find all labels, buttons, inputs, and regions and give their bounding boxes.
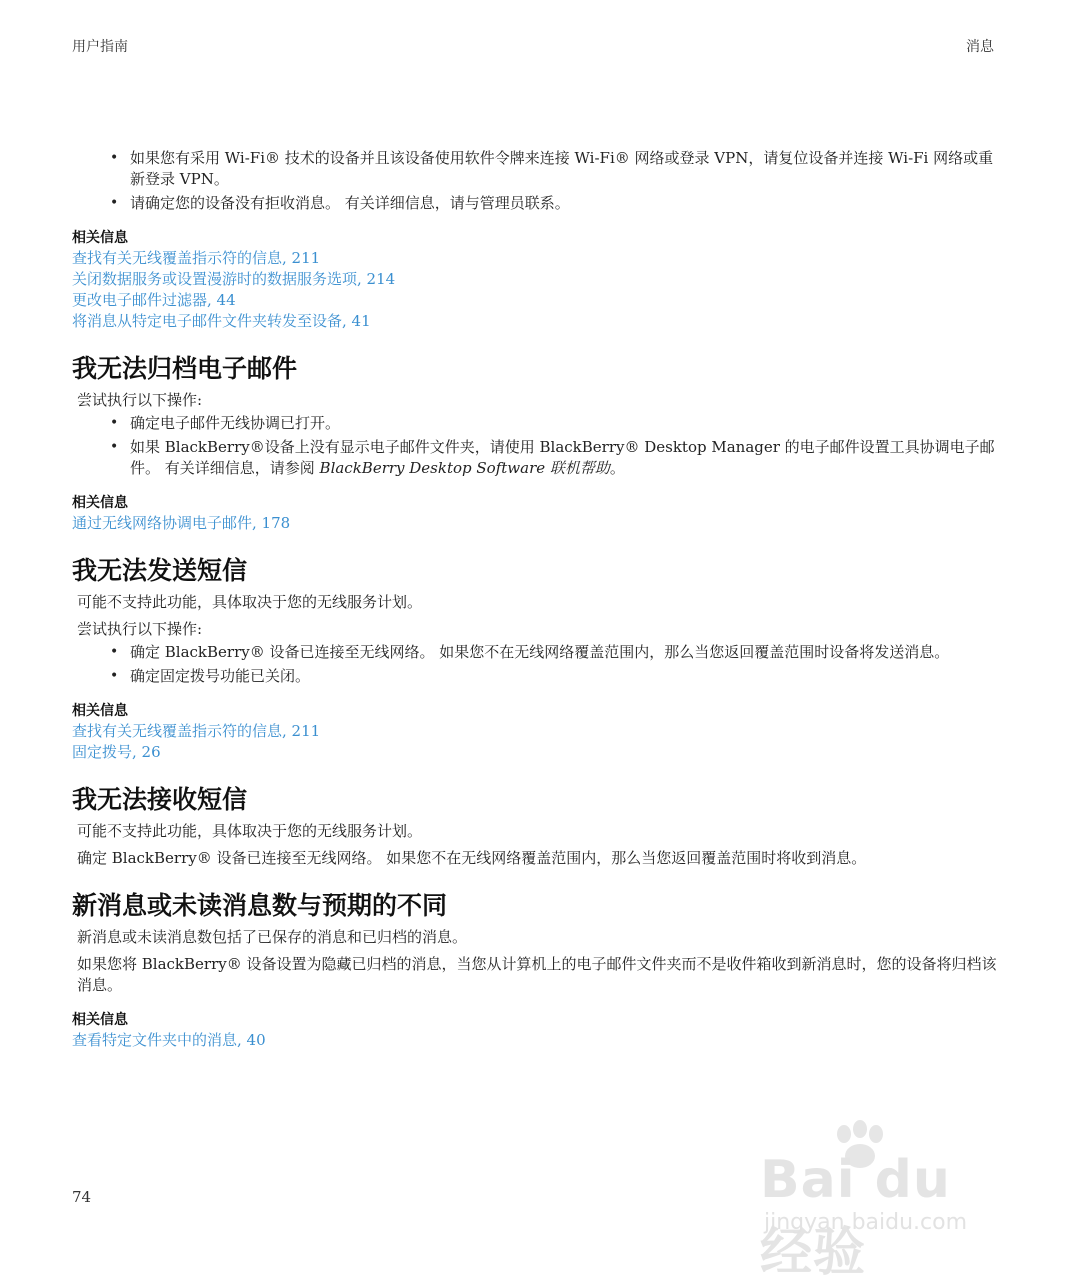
list-item-text: 如果 BlackBerry®设备上没有显示电子邮件文件夹，请使用 BlackBerry® Desktop Manager 的电子邮件设置工具协调电子邮件。 有关详细信息，请参阅 [130, 438, 995, 477]
related-info-heading: 相关信息 [72, 495, 128, 511]
related-link[interactable]: 查看特定文件夹中的消息, 40 [72, 1031, 266, 1049]
bullet-list [72, 642, 1002, 687]
bullet-list [72, 413, 1002, 479]
related-link[interactable]: 将消息从特定电子邮件文件夹转发至设备, 41 [72, 312, 371, 330]
section-intro: 尝试执行以下操作: [77, 391, 203, 409]
section-cannot-archive [72, 352, 1002, 534]
section-paragraph: 新消息或未读消息数包括了已保存的消息和已归档的消息。 [77, 928, 468, 946]
related-link[interactable]: 更改电子邮件过滤器, 44 [72, 291, 236, 309]
section-cannot-receive-sms [72, 783, 1002, 869]
section-paragraph: 可能不支持此功能，具体取决于您的无线服务计划。 [77, 593, 423, 611]
related-info-heading: 相关信息 [72, 230, 128, 246]
page-content [72, 148, 1002, 1051]
header-guide-title: 用户指南 [72, 39, 128, 55]
list-item-text-end: 。 [609, 459, 625, 477]
section-cannot-send-sms [72, 554, 1002, 763]
list-item: • 确定 BlackBerry® 设备已连接至无线网络。 如果您不在无线网络覆盖范围内，那么当您返回覆盖范围时设备将发送消息。 [72, 642, 1002, 663]
section-title: 我无法接收短信 [72, 785, 248, 814]
section-title: 我无法发送短信 [72, 556, 248, 585]
related-link[interactable]: 关闭数据服务或设置漫游时的数据服务选项, 214 [72, 270, 396, 288]
top-bullet-list [72, 148, 1002, 214]
list-item: • 确定固定拨号功能已关闭。 [72, 666, 1002, 687]
watermark-url: jingyan.baidu.com [764, 1210, 968, 1235]
related-link[interactable]: 查找有关无线覆盖指示符的信息, 211 [72, 249, 321, 267]
header-section-title: 消息 [966, 39, 994, 55]
watermark-logo-text: Bai du 经验 [760, 1150, 951, 1283]
section-title: 新消息或未读消息数与预期的不同 [72, 891, 448, 920]
related-link[interactable]: 固定拨号, 26 [72, 743, 161, 761]
related-link[interactable]: 查找有关无线覆盖指示符的信息, 211 [72, 722, 321, 740]
baidu-watermark [760, 1120, 1010, 1283]
list-item: • 确定电子邮件无线协调已打开。 [72, 413, 1002, 434]
section-message-count [72, 889, 1002, 1051]
section-intro: 尝试执行以下操作: [77, 620, 203, 638]
related-link[interactable]: 通过无线网络协调电子邮件, 178 [72, 514, 291, 532]
list-item: • 如果您有采用 Wi-Fi® 技术的设备并且该设备使用软件令牌来连接 Wi-Fi® 网络或登录 VPN，请复位设备并连接 Wi-Fi 网络或重新登录 VPN。 [72, 148, 1002, 190]
section-paragraph: 可能不支持此功能，具体取决于您的无线服务计划。 [77, 822, 423, 840]
list-item: • 请确定您的设备没有拒收消息。 有关详细信息，请与管理员联系。 [72, 193, 1002, 214]
section-paragraph: 确定 BlackBerry® 设备已连接至无线网络。 如果您不在无线网络覆盖范围内，那么当您返回覆盖范围时将收到消息。 [77, 849, 867, 867]
list-item [72, 437, 1002, 479]
section-paragraph: 如果您将 BlackBerry® 设备设置为隐藏已归档的消息，当您从计算机上的电子邮件文件夹而不是收件箱收到新消息时，您的设备将归档该消息。 [77, 955, 997, 994]
related-info-heading: 相关信息 [72, 1012, 128, 1028]
help-reference: BlackBerry Desktop Software 联机帮助 [319, 459, 610, 477]
related-info-heading: 相关信息 [72, 703, 128, 719]
page-number: 74 [72, 1188, 92, 1206]
section-title: 我无法归档电子邮件 [72, 354, 298, 383]
